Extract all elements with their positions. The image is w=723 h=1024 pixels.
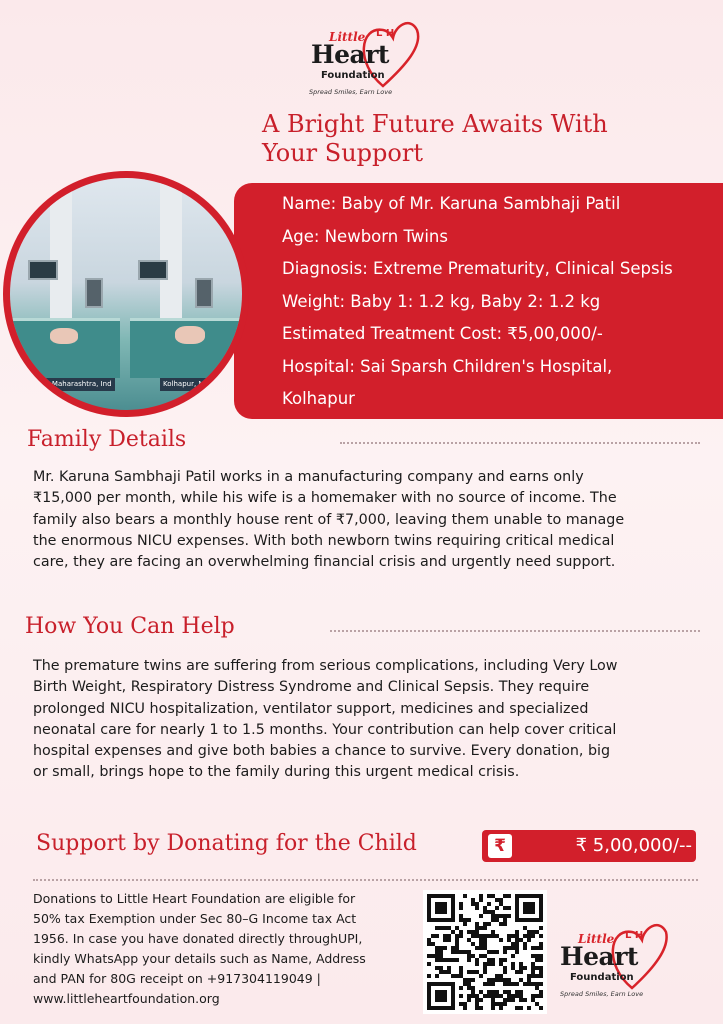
logo-little-text: Little — [578, 932, 615, 946]
footer-line: and PAN for 80G receipt on +917304119049 | — [33, 971, 321, 987]
bottom-logo — [552, 910, 672, 1010]
help-line: prolonged NICU hospitalization, ventilator support, medicines and specialized — [33, 700, 589, 717]
logo-monogram: L H — [625, 930, 644, 941]
donation-amount: ₹ 5,00,000/-- — [575, 835, 692, 856]
help-line: hospital expenses and give both babies a chance to survive. Every donation, big — [33, 743, 611, 760]
detail-name: Name: Baby of Mr. Karuna Sambhaji Patil — [282, 194, 621, 213]
logo-tagline: Spread Smiles, Earn Love — [560, 990, 644, 998]
family-divider — [340, 442, 700, 444]
footer-line: 1956. In case you have donated directly throughUPI, — [33, 931, 363, 947]
logo-foundation-text: Foundation — [321, 70, 385, 81]
logo-little-text: Little — [329, 30, 366, 44]
logo-foundation-text: Foundation — [570, 972, 634, 983]
donate-divider — [33, 879, 698, 881]
website-link[interactable]: www.littleheartfoundation.org — [33, 991, 220, 1007]
help-line: or small, brings hope to the family during this urgent medical crisis. — [33, 764, 520, 781]
nicu-photo — [10, 178, 242, 410]
help-line: neonatal care for nearly 1 to 1.5 months. Your contribution can help cover critical — [33, 721, 617, 738]
family-line: care, they are facing an overwhelming financial crisis and urgently need support. — [33, 554, 616, 571]
patient-details-list — [282, 188, 722, 416]
photo-location-tag-right: Kolhapur, Mah — [160, 378, 216, 391]
detail-hospital-city: Kolhapur — [282, 389, 355, 408]
footer-line: 50% tax Exemption under Sec 80–G Income tax Act — [33, 911, 357, 927]
detail-diagnosis: Diagnosis: Extreme Prematurity, Clinical Sepsis — [282, 259, 673, 278]
detail-age: Age: Newborn Twins — [282, 226, 448, 246]
donate-title: Support by Donating for the Child — [36, 831, 417, 856]
detail-weight: Weight: Baby 1: 1.2 kg, Baby 2: 1.2 kg — [282, 291, 601, 311]
detail-cost: Estimated Treatment Cost: ₹5,00,000/- — [282, 324, 603, 343]
detail-hospital: Hospital: Sai Sparsh Children's Hospital, — [282, 356, 613, 376]
logo-heart-text: Heart — [560, 942, 638, 971]
top-logo — [305, 8, 425, 108]
patient-photo-frame — [3, 171, 249, 417]
logo-tagline: Spread Smiles, Earn Love — [309, 88, 393, 96]
logo-monogram: L H — [376, 28, 395, 39]
rupee-icon: ₹ — [488, 834, 512, 858]
footer-line: kindly WhatsApp your details such as Name, Address — [33, 951, 366, 967]
photo-location-tag-left: hapur, Maharashtra, Ind — [24, 378, 115, 391]
family-details-title: Family Details — [27, 427, 187, 452]
headline-line-2: Your Support — [262, 139, 423, 167]
family-line: the enormous NICU expenses. With both newborn twins requiring critical medical — [33, 532, 615, 549]
page-headline — [262, 110, 682, 168]
family-line: ₹15,000 per month, while his wife is a homemaker with no source of income. The — [33, 490, 617, 507]
headline-line-1: A Bright Future Awaits With — [262, 110, 608, 138]
qr-code-icon[interactable] — [423, 890, 547, 1014]
family-details-text — [33, 467, 693, 573]
logo-heart-text: Heart — [311, 40, 389, 69]
family-line: Mr. Karuna Sambhaji Patil works in a manufacturing company and earns only — [33, 469, 584, 485]
family-line: family also bears a monthly house rent of ₹7,000, leaving them unable to manage — [33, 511, 625, 528]
help-divider — [330, 630, 700, 632]
how-you-can-help-text — [33, 656, 703, 784]
help-line: Birth Weight, Respiratory Distress Syndrome and Clinical Sepsis. They require — [33, 679, 590, 696]
tax-exemption-note — [33, 889, 418, 1010]
how-you-can-help-title: How You Can Help — [25, 614, 235, 639]
footer-line: Donations to Little Heart Foundation are eligible for — [33, 891, 356, 906]
help-line: The premature twins are suffering from serious complications, including Very Low — [33, 658, 618, 674]
